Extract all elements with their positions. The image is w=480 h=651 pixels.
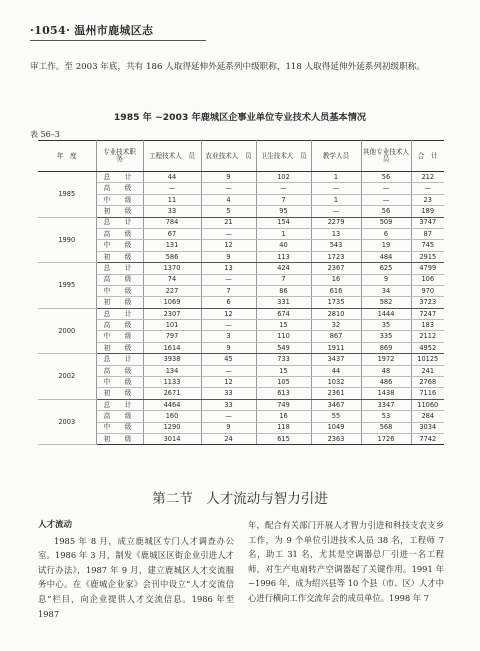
level-cell: 初 级 [96,342,143,353]
value-cell: — [143,183,201,194]
section-title: 第二节 人才流动与智力引进 [152,491,328,507]
table-row [38,172,444,183]
value-cell: 568 [361,422,411,433]
value-cell: 335 [361,331,411,342]
value-cell: 105 [256,377,311,388]
value-cell: 183 [411,320,444,331]
value-cell: 118 [256,422,311,433]
table-row [38,388,444,399]
value-cell: 2361 [311,388,361,399]
value-cell: 227 [143,285,201,296]
table-row [38,228,444,239]
value-cell: 1735 [311,297,361,308]
value-cell: 134 [143,365,201,376]
value-cell: 11 [143,194,201,205]
article-paragraph-right: 年，配合有关部门开展人才智力引进和科技支农支乡工作，为 9 个单位引进技术人员 38 名，工程师 7 名，助工 31 名，尤其是空调器总厂引进一名工程师，对生产电扇转产空调器起了关键作用。1991 年~1996 年，成为绍兴县等 10 个县（市、区）人才中心进行横向工作交流年会的成员单位。1998 年 7 [248,520,444,603]
value-cell: — [361,183,411,194]
header-cell: 年 度 [38,141,96,172]
intro-paragraph: 审工作。至 2003 年底，共有 186 人取得延伸外延系列中级职称，118 人取得延伸外延系列初级职称。 [30,62,425,72]
value-cell: 2363 [311,433,361,444]
table-row [38,342,444,353]
value-cell: 2915 [411,251,444,262]
level-cell: 初 级 [96,251,143,262]
value-cell: 12 [201,377,256,388]
value-cell: 67 [143,228,201,239]
value-cell: 1 [256,228,311,239]
value-cell: 95 [256,206,311,217]
value-cell: 4 [201,194,256,205]
value-cell: — [201,274,256,285]
value-cell: 1 [311,172,361,183]
value-cell: — [201,183,256,194]
value-cell: 424 [256,263,311,274]
value-cell: 12 [201,308,256,319]
value-cell: 7 [256,274,311,285]
value-cell: 33 [201,388,256,399]
value-cell: 3014 [143,433,201,444]
table-row [38,433,444,444]
value-cell: 3938 [143,354,201,365]
table-container [38,140,444,445]
value-cell: 2112 [411,331,444,342]
header-cell: 其他专业技术人员 [361,141,411,172]
level-cell: 总 计 [96,263,143,274]
value-cell: — [256,183,311,194]
table-number: 表 56–3 [30,130,60,139]
value-cell: 867 [311,331,361,342]
value-cell: 15 [256,320,311,331]
value-cell: 1069 [143,297,201,308]
value-cell: 10125 [411,354,444,365]
value-cell: 6 [361,228,411,239]
value-cell: 241 [411,365,444,376]
value-cell: 615 [256,433,311,444]
value-cell: 4799 [411,263,444,274]
table-row [38,354,444,365]
value-cell: 106 [411,274,444,285]
value-cell: 53 [361,411,411,422]
value-cell: 970 [411,285,444,296]
value-cell: — [311,206,361,217]
value-cell: 15 [256,365,311,376]
header-cell: 合 计 [411,141,444,172]
value-cell: 733 [256,354,311,365]
value-cell: 1370 [143,263,201,274]
year-cell: 2000 [38,308,96,354]
table-row [38,263,444,274]
value-cell: 616 [311,285,361,296]
value-cell: 484 [361,251,411,262]
value-cell: 1911 [311,342,361,353]
level-cell: 高 级 [96,228,143,239]
value-cell: — [311,183,361,194]
value-cell: 19 [361,240,411,251]
value-cell: 3747 [411,217,444,228]
value-cell: 9 [201,172,256,183]
subheading: 人才流动 [38,520,73,530]
value-cell: — [201,365,256,376]
value-cell: 2279 [311,217,361,228]
value-cell: 797 [143,331,201,342]
level-cell: 高 级 [96,183,143,194]
article-left-column [38,518,234,621]
value-cell: 11060 [411,399,444,410]
level-cell: 中 级 [96,194,143,205]
level-cell: 初 级 [96,388,143,399]
value-cell: 24 [201,433,256,444]
value-cell: — [201,320,256,331]
value-cell: 9 [361,274,411,285]
year-cell: 1995 [38,263,96,309]
value-cell: 189 [411,206,444,217]
level-cell: 高 级 [96,411,143,422]
table-row [38,377,444,388]
level-cell: 中 级 [96,331,143,342]
header-cell: 专业技术职 务 [96,141,143,172]
value-cell: 12 [201,240,256,251]
value-cell: 745 [411,240,444,251]
level-cell: 总 计 [96,172,143,183]
header-cell: 工程技术人 员 [143,141,201,172]
value-cell: 5 [201,206,256,217]
value-cell: 9 [201,251,256,262]
value-cell: 23 [411,194,444,205]
value-cell: 131 [143,240,201,251]
value-cell: 1438 [361,388,411,399]
value-cell: 3034 [411,422,444,433]
value-cell: 2367 [311,263,361,274]
table-row [38,183,444,194]
value-cell: — [201,411,256,422]
value-cell: 3347 [361,399,411,410]
header-rule [30,40,206,41]
value-cell: — [411,183,444,194]
value-cell: 582 [361,297,411,308]
running-header: ·1054· 温州市鹿城区志 [30,24,154,37]
value-cell: 549 [256,342,311,353]
value-cell: 1032 [311,377,361,388]
value-cell: 35 [361,320,411,331]
level-cell: 高 级 [96,274,143,285]
header-cell: 农业技术人 员 [201,141,256,172]
value-cell: 7 [201,285,256,296]
level-cell: 高 级 [96,365,143,376]
value-cell: 3 [201,331,256,342]
year-cell: 1990 [38,217,96,263]
value-cell: 40 [256,240,311,251]
level-cell: 高 级 [96,320,143,331]
value-cell: 45 [201,354,256,365]
table-row [38,399,444,410]
table-row [38,422,444,433]
year-cell: 1985 [38,172,96,218]
value-cell: 1723 [311,251,361,262]
level-cell: 初 级 [96,433,143,444]
value-cell: 1726 [361,433,411,444]
value-cell: 7116 [411,388,444,399]
value-cell: 1614 [143,342,201,353]
value-cell: 1972 [361,354,411,365]
level-cell: 总 计 [96,354,143,365]
value-cell: 613 [256,388,311,399]
level-cell: 总 计 [96,217,143,228]
value-cell: 3467 [311,399,361,410]
value-cell: 3723 [411,297,444,308]
article-paragraph-left: 1985 年 8 月，成立鹿城区专门人才调查办公室。1986 年 3 月，制发《鹿城区区街企业引进人才试行办法》，1987 年 9 月，建立鹿城区人才交流服务中心。在《鹿城企业家》会刊中设立“人才交流信息”栏目，向企业提供人才交流信息。1986 年至 1987 [38,535,234,619]
value-cell: 33 [201,399,256,410]
value-cell: 33 [143,206,201,217]
table-row [38,320,444,331]
level-cell: 总 计 [96,308,143,319]
value-cell: 113 [256,251,311,262]
value-cell: 284 [411,411,444,422]
header-cell: 教学人员 [311,141,361,172]
value-cell: 9 [201,342,256,353]
level-cell: 初 级 [96,206,143,217]
value-cell: 625 [361,263,411,274]
value-cell: 4952 [411,342,444,353]
value-cell: 13 [311,228,361,239]
value-cell: — [201,228,256,239]
header-cell: 卫生技术人 员 [256,141,311,172]
table-row [38,217,444,228]
value-cell: 34 [361,285,411,296]
value-cell: 212 [411,172,444,183]
value-cell: 509 [361,217,411,228]
year-cell: 2002 [38,354,96,400]
personnel-table [38,140,444,445]
value-cell: — [361,194,411,205]
table-row [38,240,444,251]
value-cell: 784 [143,217,201,228]
value-cell: 32 [311,320,361,331]
value-cell: 1290 [143,422,201,433]
value-cell: 1049 [311,422,361,433]
table-body [38,172,444,445]
value-cell: 101 [143,320,201,331]
value-cell: 48 [361,365,411,376]
value-cell: 56 [361,206,411,217]
table-row [38,206,444,217]
value-cell: 16 [311,274,361,285]
table-row [38,274,444,285]
table-row [38,331,444,342]
value-cell: 110 [256,331,311,342]
value-cell: 7742 [411,433,444,444]
value-cell: 1 [311,194,361,205]
level-cell: 总 计 [96,399,143,410]
table-row [38,285,444,296]
value-cell: 2671 [143,388,201,399]
value-cell: 9 [201,422,256,433]
table-row [38,297,444,308]
level-cell: 中 级 [96,377,143,388]
value-cell: 44 [143,172,201,183]
level-cell: 中 级 [96,285,143,296]
value-cell: 4464 [143,399,201,410]
value-cell: 2768 [411,377,444,388]
value-cell: 2810 [311,308,361,319]
level-cell: 中 级 [96,240,143,251]
table-row [38,411,444,422]
value-cell: 55 [311,411,361,422]
value-cell: 154 [256,217,311,228]
value-cell: 486 [361,377,411,388]
article-right-column [248,518,444,606]
level-cell: 初 级 [96,297,143,308]
value-cell: 543 [311,240,361,251]
value-cell: 674 [256,308,311,319]
value-cell: 586 [143,251,201,262]
value-cell: 44 [311,365,361,376]
value-cell: 21 [201,217,256,228]
value-cell: 74 [143,274,201,285]
value-cell: 87 [411,228,444,239]
value-cell: 16 [256,411,311,422]
value-cell: 6 [201,297,256,308]
table-row [38,365,444,376]
table-row [38,251,444,262]
value-cell: 331 [256,297,311,308]
value-cell: 3437 [311,354,361,365]
value-cell: 7247 [411,308,444,319]
value-cell: 1444 [361,308,411,319]
value-cell: 869 [361,342,411,353]
value-cell: 749 [256,399,311,410]
table-title: 1985 年 ~2003 年鹿城区企事业单位专业技术人员基本情况 [113,112,367,123]
value-cell: 2307 [143,308,201,319]
value-cell: 7 [256,194,311,205]
level-cell: 中 级 [96,422,143,433]
value-cell: 160 [143,411,201,422]
value-cell: 102 [256,172,311,183]
year-cell: 2003 [38,399,96,445]
table-row [38,194,444,205]
table-row [38,308,444,319]
value-cell: 13 [201,263,256,274]
value-cell: 56 [361,172,411,183]
table-header-row [38,141,444,172]
value-cell: 86 [256,285,311,296]
value-cell: 1133 [143,377,201,388]
